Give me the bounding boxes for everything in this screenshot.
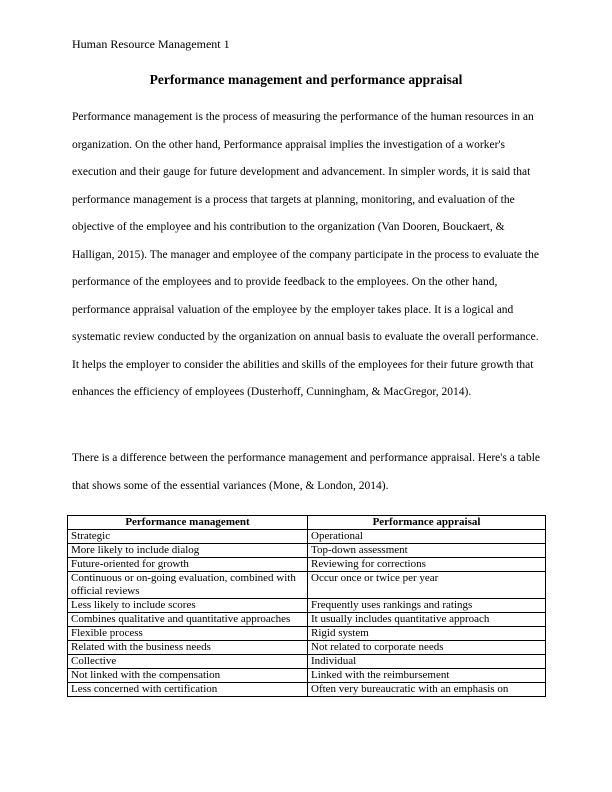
table-cell: Related with the business needs bbox=[68, 641, 308, 655]
table-row bbox=[68, 558, 546, 572]
table-cell: Frequently uses rankings and ratings bbox=[308, 599, 546, 613]
table-cell: Individual bbox=[308, 655, 546, 669]
table-cell: Not related to corporate needs bbox=[308, 641, 546, 655]
table-cell: Often very bureaucratic with an emphasis on bbox=[308, 683, 546, 697]
table-row bbox=[68, 641, 546, 655]
table-row bbox=[68, 655, 546, 669]
table-row bbox=[68, 572, 546, 599]
table-cell: Rigid system bbox=[308, 627, 546, 641]
table-cell: Linked with the reimbursement bbox=[308, 669, 546, 683]
table-cell: It usually includes quantitative approach bbox=[308, 613, 546, 627]
table-cell: Strategic bbox=[68, 530, 308, 544]
body-paragraph-1: Performance management is the process of measuring the performance of the human resources in an organization. On the other hand, Performance appraisal implies the investigation of a worker's execution and their gauge for future development and advancement. In simpler words, it is said that performance management is a process that targets at planning, monitoring, and evaluation of the objective of the employee and his contribution to the organization (Van Dooren, Bouckaert, & Halligan, 2015). The manager and employee of the company participate in the process to evaluate the performance of the employees and to provide feedback to the employees. On the other hand, performance appraisal valuation of the employee by the employer takes place. It is a logical and systematic review conducted by the organization on annual basis to evaluate the overall performance. It helps the employer to consider the abilities and skills of the employees for their future growth that enhances the efficiency of employees (Dusterhoff, Cunningham, & MacGregor, 2014). bbox=[72, 111, 539, 398]
table-row bbox=[68, 627, 546, 641]
table-row bbox=[68, 530, 546, 544]
table-row bbox=[68, 544, 546, 558]
table-cell: Collective bbox=[68, 655, 308, 669]
table-header-row bbox=[68, 516, 546, 530]
table-cell: Future-oriented for growth bbox=[68, 558, 308, 572]
table-cell: Less concerned with certification bbox=[68, 683, 308, 697]
table-cell: Reviewing for corrections bbox=[308, 558, 546, 572]
table-cell: Occur once or twice per year bbox=[308, 572, 546, 599]
table-row bbox=[68, 683, 546, 697]
column-header-performance-appraisal: Performance appraisal bbox=[308, 516, 546, 530]
table-cell: Flexible process bbox=[68, 627, 308, 641]
table-row bbox=[68, 669, 546, 683]
running-head: Human Resource Management 1 bbox=[72, 37, 230, 51]
table-cell: Top-down assessment bbox=[308, 544, 546, 558]
table-cell: Less likely to include scores bbox=[68, 599, 308, 613]
table-cell: Continuous or on-going evaluation, combined with official reviews bbox=[68, 572, 308, 599]
table-cell: More likely to include dialog bbox=[68, 544, 308, 558]
comparison-table bbox=[67, 515, 546, 697]
table-row bbox=[68, 613, 546, 627]
table-cell: Operational bbox=[308, 530, 546, 544]
body-paragraph-2: There is a difference between the performance management and performance appraisal. Here's a table that shows some of the essential variances (Mone, & London, 2014). bbox=[72, 452, 541, 492]
table-cell: Not linked with the compensation bbox=[68, 669, 308, 683]
page-title: Performance management and performance appraisal bbox=[149, 72, 463, 87]
column-header-performance-management: Performance management bbox=[68, 516, 308, 530]
table-cell: Combines qualitative and quantitative approaches bbox=[68, 613, 308, 627]
table-row bbox=[68, 599, 546, 613]
